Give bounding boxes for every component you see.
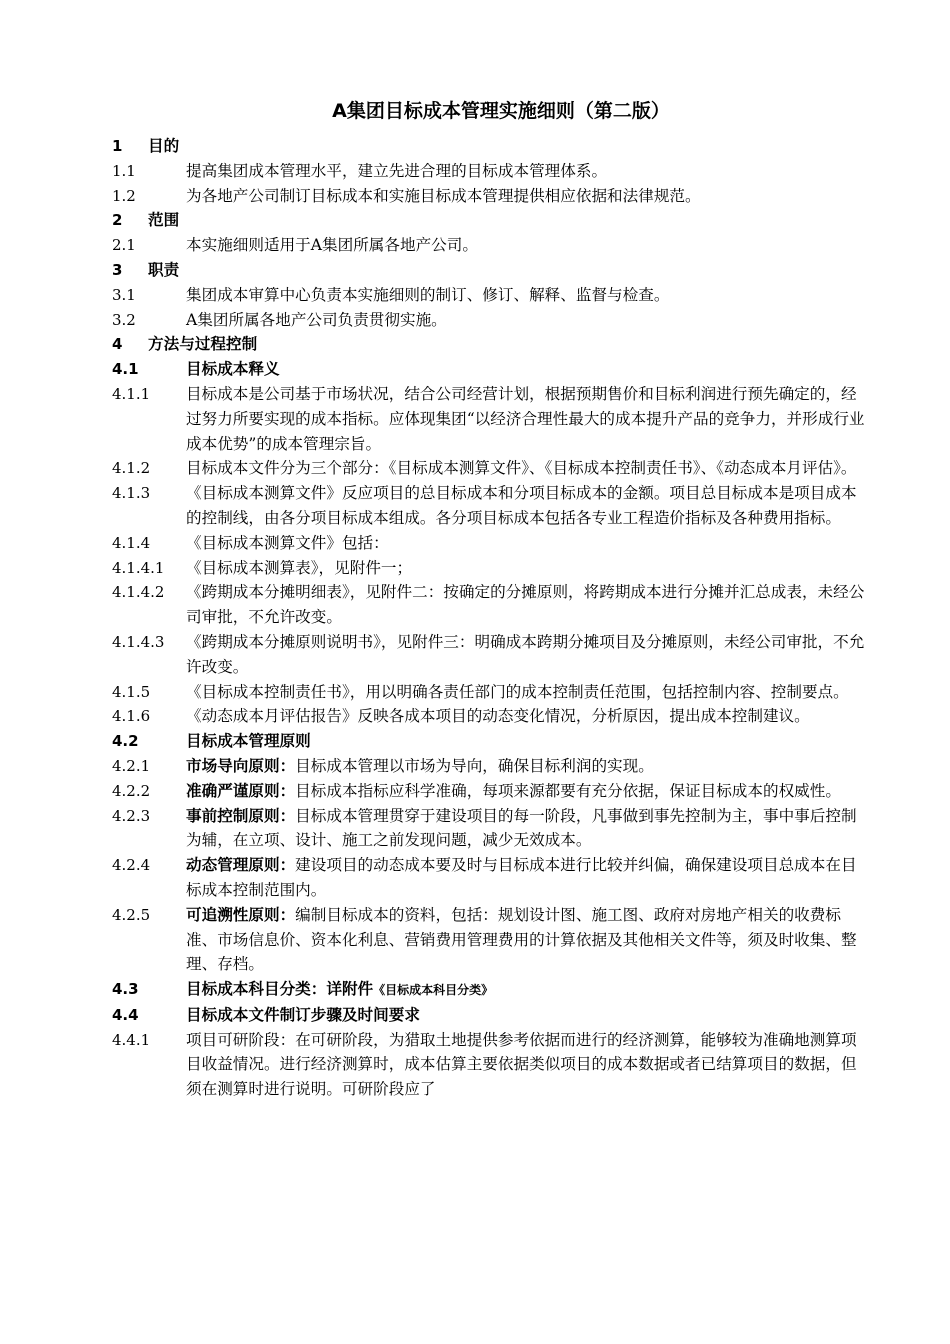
clause-text: 《目标成本测算文件》反应项目的总目标成本和分项目标成本的金额。项目总目标成本是项目成本的控制线，由各分项目标成本组成。各分项目标成本包括各专业工程造价指标及各种费用指标。 (186, 484, 857, 527)
clause-number: 4.2.2 (112, 781, 151, 800)
clause-text: 《目标成本测算表》，见附件一； (186, 558, 413, 577)
clause-4-1-2 (112, 456, 870, 481)
clause-2-1 (112, 233, 870, 258)
clause-number: 4.1.5 (112, 682, 151, 701)
clause-4-1-6 (112, 704, 870, 729)
clause-text: 《目标成本测算文件》包括： (186, 533, 389, 552)
section-1-heading (112, 134, 870, 159)
clause-number: 4.1.4 (112, 533, 151, 552)
clause-text: 提高集团成本管理水平，建立先进合理的目标成本管理体系。 (186, 161, 608, 180)
clause-text: 《跨期成本分摊明细表》，见附件二：按确定的分摊原则，将跨期成本进行分摊并汇总成表，未经公司审批，不允许改变。 (186, 583, 865, 627)
clause-1-2 (112, 184, 870, 209)
subsection-title: 目标成本释义 (186, 360, 280, 379)
section-title: 范围 (148, 211, 180, 230)
clause-number: 4.2.5 (112, 905, 151, 924)
clause-3-2 (112, 308, 870, 333)
section-number: 3 (112, 260, 123, 279)
clause-4-1-4-2 (112, 580, 870, 630)
clause-number: 4.2.3 (112, 806, 151, 825)
clause-text: 本实施细则适用于A集团所属各地产公司。 (186, 236, 478, 255)
subsection-number: 4.3 (112, 980, 139, 999)
subsection-4-3-heading (112, 977, 870, 1003)
clause-text (186, 903, 870, 977)
section-2-heading (112, 208, 870, 233)
clause-4-1-3 (112, 481, 870, 531)
clause-number: 4.1.4.2 (112, 583, 165, 602)
clause-text (186, 779, 870, 804)
clause-4-1-4 (112, 531, 870, 556)
clause-number: 4.1.4.1 (112, 558, 165, 577)
clause-1-1 (112, 159, 870, 184)
clause-number: 1.1 (112, 161, 136, 180)
subsection-title-main: 目标成本科目分类：详附件 (186, 980, 374, 999)
clause-4-4-1 (112, 1028, 870, 1102)
clause-text: 集团成本审算中心负责本实施细则的制订、修订、解释、监督与检查。 (186, 285, 670, 304)
clause-text: 《动态成本月评估报告》反映各成本项目的动态变化情况，分析原因，提出成本控制建议。 (186, 707, 810, 726)
principle-name: 准确严谨原则： (186, 781, 296, 800)
clause-text: 为各地产公司制订目标成本和实施目标成本管理提供相应依据和法律规范。 (186, 186, 701, 205)
clause-4-2-2 (112, 779, 870, 804)
subsection-4-4-heading (112, 1003, 870, 1028)
clause-4-1-1 (112, 382, 870, 456)
section-title: 目的 (148, 137, 180, 155)
principle-name: 可追溯性原则： (186, 905, 296, 924)
subsection-title (186, 977, 870, 1003)
principle-description: 目标成本指标应科学准确，每项来源都要有充分依据，保证目标成本的权威性。 (295, 781, 841, 800)
clause-number: 4.1.1 (112, 384, 151, 403)
principle-description: 编制目标成本的资料，包括：规划设计图、施工图、政府对房地产相关的收费标准、市场信息价、资本化利息、营销费用管理费用的计算依据及其他相关文件等，须及时收集、整理、存档。 (186, 905, 857, 974)
section-3-heading (112, 258, 870, 283)
section-title: 方法与过程控制 (148, 335, 258, 354)
clause-text: 目标成本文件分为三个部分：《目标成本测算文件》、《目标成本控制责任书》、《动态成本月评估》。 (186, 459, 857, 478)
clause-number: 2.1 (112, 236, 136, 255)
principle-name: 事前控制原则： (186, 806, 296, 825)
clause-text (186, 853, 870, 903)
section-number: 1 (112, 137, 123, 155)
clause-text: 项目可研阶段：在可研阶段，为猎取土地提供参考依据而进行的经济测算，能够较为准确地测算项目收益情况。进行经济测算时，成本估算主要依据类似项目的成本数据或者已结算项目的数据，但须在测算时进行说明。可研阶段应了 (186, 1030, 857, 1099)
clause-text: 目标成本是公司基于市场状况，结合公司经营计划，根据预期售价和目标利润进行预先确定的，经过努力所要实现的成本指标。应体现集团“以经济合理性最大的成本提升产品的竞争力，并形成行业成本优势”的成本管理宗旨。 (186, 384, 865, 453)
section-number: 4 (112, 335, 123, 354)
document-title: A集团目标成本管理实施细则（第二版） (332, 100, 670, 122)
clause-text (186, 804, 870, 854)
clause-number: 4.2.4 (112, 856, 151, 875)
clause-text: 《跨期成本分摊原则说明书》，见附件三：明确成本跨期分摊项目及分摊原则，未经公司审批，不允许改变。 (186, 632, 865, 676)
subsection-title: 目标成本管理原则 (186, 732, 311, 751)
clause-number: 4.1.3 (112, 484, 151, 503)
clause-number: 4.1.4.3 (112, 632, 165, 651)
subsection-title: 目标成本文件制订步骤及时间要求 (186, 1005, 420, 1024)
section-number: 2 (112, 211, 123, 230)
principle-name: 市场导向原则： (186, 756, 296, 775)
clause-number: 4.4.1 (112, 1030, 151, 1049)
clause-text: 《目标成本控制责任书》，用以明确各责任部门的成本控制责任范围，包括控制内容、控制要点。 (186, 682, 849, 701)
clause-text: A集团所属各地产公司负责贯彻实施。 (186, 310, 447, 329)
principle-name: 动态管理原则： (186, 856, 296, 875)
attachment-reference: 《目标成本科目分类》 (373, 983, 494, 998)
clause-number: 4.2.1 (112, 756, 151, 775)
clause-number: 1.2 (112, 186, 136, 205)
principle-description: 建设项目的动态成本要及时与目标成本进行比较并纠偏，确保建设项目总成本在目标成本控制范围内。 (186, 856, 857, 899)
section-title: 职责 (148, 260, 180, 279)
clause-number: 3.2 (112, 310, 136, 329)
subsection-4-1-heading (112, 357, 870, 382)
section-4-heading (112, 332, 870, 357)
clause-number: 4.1.6 (112, 707, 151, 726)
subsection-number: 4.2 (112, 732, 139, 751)
subsection-number: 4.4 (112, 1005, 139, 1024)
principle-description: 目标成本管理贯穿于建设项目的每一阶段，凡事做到事先控制为主，事中事后控制为辅，在立项、设计、施工之前发现问题，减少无效成本。 (186, 806, 857, 850)
clause-4-1-4-1 (112, 556, 870, 581)
clause-number: 4.1.2 (112, 459, 151, 478)
clause-number: 3.1 (112, 285, 136, 304)
subsection-number: 4.1 (112, 360, 139, 379)
clause-4-2-4 (112, 853, 870, 903)
subsection-4-2-heading (112, 729, 870, 754)
clause-4-2-3 (112, 804, 870, 854)
principle-description: 目标成本管理以市场为导向，确保目标利润的实现。 (295, 756, 654, 775)
clause-text (186, 754, 870, 779)
clause-4-1-4-3 (112, 630, 870, 680)
clause-4-2-5 (112, 903, 870, 977)
clause-4-2-1 (112, 754, 870, 779)
clause-3-1 (112, 283, 870, 308)
clause-4-1-5 (112, 680, 870, 705)
